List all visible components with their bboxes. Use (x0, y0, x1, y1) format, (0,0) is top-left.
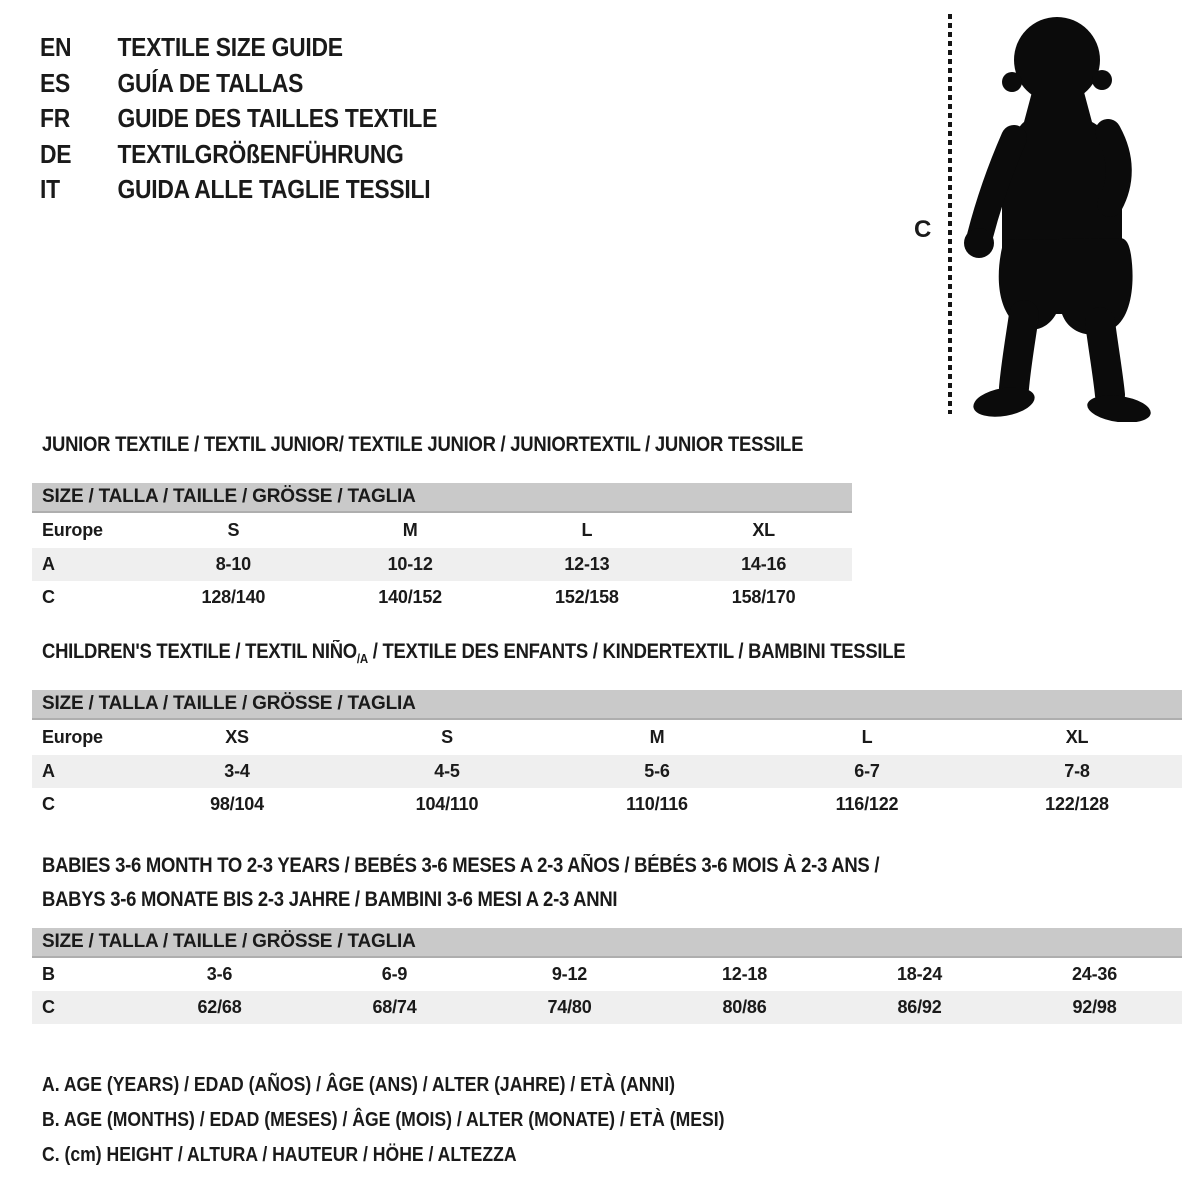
table-row-height-cm (32, 788, 1182, 821)
children-title-prefix: CHILDREN'S TEXTILE / TEXTIL NIÑO (42, 640, 357, 663)
language-row-es (40, 66, 437, 102)
height-cell: 104/110 (415, 794, 479, 814)
size-header-label: SIZE / TALLA / TAILLE / GRÖSSE / TAGLIA (42, 931, 416, 952)
age-cell: 12-18 (721, 964, 768, 984)
children-size-header-bar (32, 690, 1182, 720)
height-cell: 80/86 (722, 997, 767, 1017)
age-cell: 6-9 (381, 964, 408, 984)
size-header-label: SIZE / TALLA / TAILLE / GRÖSSE / TAGLIA (42, 486, 416, 507)
language-row-en (40, 30, 437, 66)
height-cell: 158/170 (731, 587, 796, 607)
height-cell: 92/98 (1072, 997, 1117, 1017)
children-title-suffix: / TEXTILE DES ENFANTS / KINDERTEXTIL / BAMBINI TESSILE (367, 640, 906, 663)
language-title: GUIDA ALLE TAGLIE TESSILI (117, 174, 431, 205)
height-cell: 152/158 (555, 587, 619, 607)
age-cell: 10-12 (387, 554, 433, 574)
height-measure-dashed-line (948, 14, 952, 414)
junior-section-title: JUNIOR TEXTILE / TEXTIL JUNIOR/ TEXTILE JUNIOR / JUNIORTEXTIL / JUNIOR TESSILE (42, 433, 804, 456)
height-cell: 86/92 (897, 997, 942, 1017)
age-cell: 3-4 (224, 761, 250, 781)
junior-size-header-bar (32, 483, 852, 513)
height-cell: 68/74 (372, 997, 417, 1017)
height-cell: 74/80 (547, 997, 592, 1017)
height-cell: 62/68 (197, 997, 242, 1017)
table-row-europe (32, 513, 852, 548)
language-code: EN (40, 32, 72, 63)
row-label: Europe (42, 520, 103, 540)
babies-title-line2: BABYS 3-6 MONATE BIS 2-3 JAHRE / BAMBINI 3-6 MESI A 2-3 ANNI (42, 888, 618, 911)
row-label: C (42, 997, 55, 1017)
age-cell: 12-13 (564, 554, 610, 574)
babies-size-table (32, 928, 1182, 1024)
table-row-height-cm (32, 581, 852, 614)
children-title-subscript: /A (356, 651, 368, 666)
table-row-age-years (32, 755, 1182, 788)
language-code: IT (40, 174, 60, 205)
table-row-age-months (32, 958, 1182, 991)
legend-height-cm: C. (cm) HEIGHT / ALTURA / HAUTEUR / HÖHE / ALTEZZA (42, 1144, 517, 1166)
language-row-it (40, 172, 437, 208)
age-cell: 14-16 (741, 554, 787, 574)
size-cell: XL (752, 520, 775, 540)
height-cell: 128/140 (201, 587, 266, 607)
babies-title-line1: BABIES 3-6 MONTH TO 2-3 YEARS / BEBÉS 3-6 MESES A 2-3 AÑOS / BÉBÉS 3-6 MOIS À 2-3 ANS / (42, 854, 880, 877)
table-row-height-cm (32, 991, 1182, 1024)
table-row-age-years (32, 548, 852, 581)
age-cell: 5-6 (644, 761, 670, 781)
size-header-label: SIZE / TALLA / TAILLE / GRÖSSE / TAGLIA (42, 693, 416, 714)
size-cell: L (581, 520, 593, 540)
height-cell: 122/128 (1045, 794, 1109, 814)
age-cell: 3-6 (206, 964, 233, 984)
row-label: A (42, 554, 55, 574)
table-row-europe (32, 720, 1182, 755)
row-label: C (42, 794, 55, 814)
language-code: DE (40, 138, 72, 169)
size-cell: XL (1065, 727, 1089, 747)
language-code: ES (40, 67, 71, 98)
legend-age-months: B. AGE (MONTHS) / EDAD (MESES) / ÂGE (MOIS) / ALTER (MONATE) / ETÀ (MESI) (42, 1109, 725, 1131)
junior-size-table (32, 483, 852, 614)
row-label: Europe (42, 727, 103, 747)
language-code: FR (40, 103, 70, 134)
babies-size-header-bar (32, 928, 1182, 958)
language-row-de (40, 137, 437, 173)
language-title: GUIDE DES TAILLES TEXTILE (117, 103, 438, 134)
age-cell: 18-24 (896, 964, 943, 984)
age-cell: 4-5 (434, 761, 460, 781)
size-cell: XS (225, 727, 249, 747)
size-cell: S (227, 520, 240, 540)
language-title: TEXTILGRÖßENFÜHRUNG (117, 138, 404, 169)
row-label: A (42, 761, 55, 781)
language-row-fr (40, 101, 437, 137)
size-cell: S (441, 727, 453, 747)
language-title: TEXTILE SIZE GUIDE (117, 32, 343, 63)
height-cell: 98/104 (210, 794, 264, 814)
size-cell: M (649, 727, 665, 747)
height-cell: 140/152 (378, 587, 442, 607)
age-cell: 24-36 (1071, 964, 1118, 984)
language-title-list (40, 30, 437, 208)
height-measure-label: C (914, 216, 932, 243)
row-label: B (42, 964, 55, 984)
language-title: GUÍA DE TALLAS (117, 67, 304, 98)
age-cell: 7-8 (1064, 761, 1090, 781)
children-section-title (42, 640, 905, 666)
children-size-table (32, 690, 1182, 821)
toddler-silhouette-icon (962, 10, 1167, 422)
babies-section-title (42, 849, 879, 917)
age-cell: 9-12 (551, 964, 588, 984)
legend (42, 1068, 818, 1173)
row-label: C (42, 587, 55, 607)
height-cell: 110/116 (626, 794, 688, 814)
size-cell: M (402, 520, 418, 540)
height-cell: 116/122 (835, 794, 899, 814)
size-cell: L (861, 727, 873, 747)
legend-age-years: A. AGE (YEARS) / EDAD (AÑOS) / ÂGE (ANS) / ALTER (JAHRE) / ETÀ (ANNI) (42, 1074, 675, 1096)
age-cell: 8-10 (215, 554, 251, 574)
age-cell: 6-7 (854, 761, 880, 781)
